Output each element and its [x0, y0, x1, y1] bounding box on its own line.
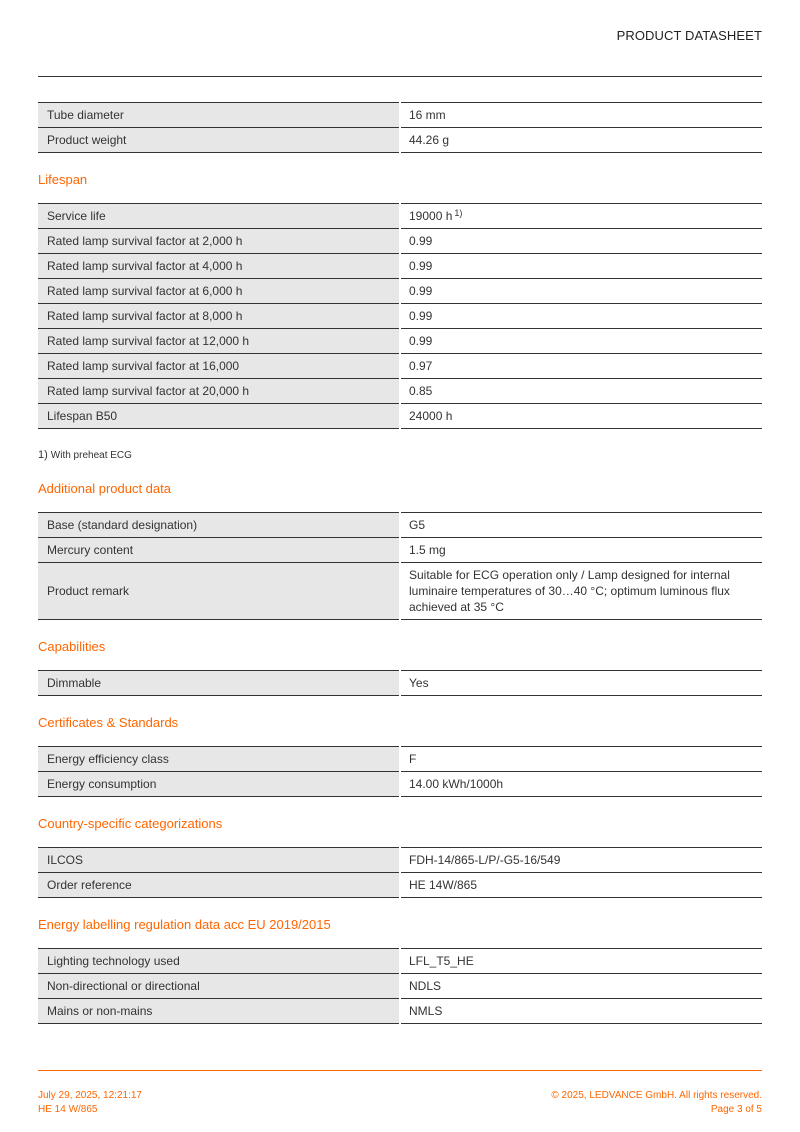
additional-product-data-table: [38, 512, 762, 620]
table-row: [38, 379, 762, 404]
footer-page-number: Page 3 of 5: [710, 1104, 762, 1115]
spec-label: Product weight: [38, 128, 400, 153]
table-row: [38, 329, 762, 354]
spec-label: Tube diameter: [38, 103, 400, 128]
footer-copyright: © 2025, LEDVANCE GmbH. All rights reserved.: [551, 1090, 762, 1101]
table-row: [38, 103, 762, 128]
table-row: [38, 949, 762, 974]
spec-label: Lifespan B50: [38, 404, 400, 429]
spec-label: Mercury content: [38, 538, 400, 563]
footer-date: July 29, 2025, 12:21:17: [38, 1090, 142, 1101]
table-row: [38, 999, 762, 1024]
spec-value: 0.99: [400, 329, 762, 354]
spec-value: 44.26 g: [400, 128, 762, 153]
header-divider: [38, 76, 762, 77]
footnote: [38, 448, 762, 462]
table-row: [38, 279, 762, 304]
spec-label: Lighting technology used: [38, 949, 400, 974]
table-row: [38, 772, 762, 797]
spec-label: Energy efficiency class: [38, 747, 400, 772]
table-row: [38, 747, 762, 772]
spec-value: 1.5 mg: [400, 538, 762, 563]
footer-divider: [38, 1070, 762, 1071]
table-row: [38, 538, 762, 563]
certificates-table: [38, 746, 762, 797]
document-header-title: PRODUCT DATASHEET: [616, 28, 762, 43]
section-title-energy-labelling: Energy labelling regulation data acc EU 2019/2015: [38, 917, 331, 932]
service-life-value: 19000 h: [409, 209, 453, 223]
spec-label: Rated lamp survival factor at 4,000 h: [38, 254, 400, 279]
spec-label: Rated lamp survival factor at 16,000: [38, 354, 400, 379]
spec-label: Rated lamp survival factor at 12,000 h: [38, 329, 400, 354]
table-row: [38, 254, 762, 279]
spec-value: 24000 h: [400, 404, 762, 429]
section-title-certificates-standards: Certificates & Standards: [38, 715, 179, 730]
capabilities-table: [38, 670, 762, 696]
section-title-additional-product-data: Additional product data: [38, 481, 171, 496]
spec-value: G5: [400, 513, 762, 538]
footer-right: [551, 1089, 762, 1117]
spec-label: Service life: [38, 204, 400, 229]
spec-value: 14.00 kWh/1000h: [400, 772, 762, 797]
datasheet-content: [38, 102, 762, 1024]
spec-value: 0.99: [400, 254, 762, 279]
spec-value: 16 mm: [400, 103, 762, 128]
footnote-text: With preheat ECG: [50, 450, 132, 461]
section-title-country-specific: Country-specific categorizations: [38, 816, 223, 831]
lifespan-table: [38, 203, 762, 429]
footer-product-name: HE 14 W/865: [38, 1104, 98, 1115]
spec-value: 0.97: [400, 354, 762, 379]
spec-value: Suitable for ECG operation only / Lamp designed for internal luminaire temperatures of 30…40 °C; optimum luminous flux achieved at 35 °C: [400, 563, 762, 620]
spec-value: LFL_T5_HE: [400, 949, 762, 974]
table-row: [38, 229, 762, 254]
dimensions-table: [38, 102, 762, 153]
table-row: [38, 513, 762, 538]
country-specific-table: [38, 847, 762, 898]
spec-value: 0.99: [400, 279, 762, 304]
table-row: [38, 204, 762, 229]
spec-value: HE 14W/865: [400, 873, 762, 898]
table-row: [38, 304, 762, 329]
footer-left: [38, 1089, 142, 1117]
section-title-lifespan: Lifespan: [38, 172, 88, 187]
table-row: [38, 848, 762, 873]
spec-value: NMLS: [400, 999, 762, 1024]
table-row: [38, 671, 762, 696]
section-title-capabilities: Capabilities: [38, 639, 106, 654]
spec-label: Rated lamp survival factor at 2,000 h: [38, 229, 400, 254]
table-row: [38, 563, 762, 620]
table-row: [38, 128, 762, 153]
spec-value: F: [400, 747, 762, 772]
spec-value: NDLS: [400, 974, 762, 999]
spec-label: Non-directional or directional: [38, 974, 400, 999]
table-row: [38, 873, 762, 898]
spec-value: Yes: [400, 671, 762, 696]
spec-value: 0.85: [400, 379, 762, 404]
spec-label: Rated lamp survival factor at 6,000 h: [38, 279, 400, 304]
spec-label: Energy consumption: [38, 772, 400, 797]
table-row: [38, 404, 762, 429]
table-row: [38, 974, 762, 999]
spec-label: ILCOS: [38, 848, 400, 873]
spec-label: Product remark: [38, 563, 400, 620]
footnote-mark: 1): [38, 449, 48, 461]
spec-value: FDH-14/865-L/P/-G5-16/549: [400, 848, 762, 873]
spec-label: Rated lamp survival factor at 8,000 h: [38, 304, 400, 329]
spec-label: Dimmable: [38, 671, 400, 696]
spec-value: [400, 204, 762, 229]
spec-label: Order reference: [38, 873, 400, 898]
spec-value: 0.99: [400, 304, 762, 329]
energy-labelling-table: [38, 948, 762, 1024]
spec-value: 0.99: [400, 229, 762, 254]
table-row: [38, 354, 762, 379]
spec-label: Base (standard designation): [38, 513, 400, 538]
spec-label: Rated lamp survival factor at 20,000 h: [38, 379, 400, 404]
spec-label: Mains or non-mains: [38, 999, 400, 1024]
footnote-reference: 1): [454, 208, 463, 218]
